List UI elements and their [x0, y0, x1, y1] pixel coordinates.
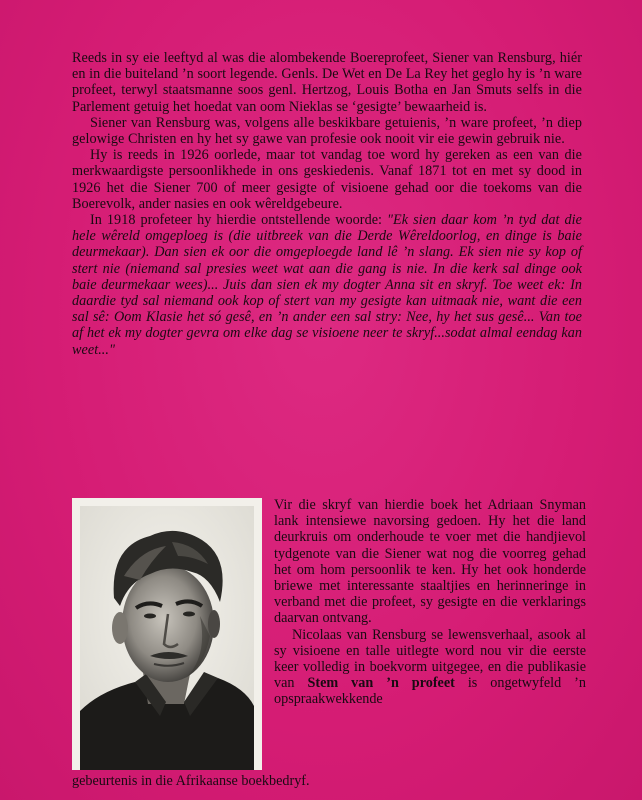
blurb-paragraph-3: Hy is reeds in 1926 oorlede, maar tot vandag toe word hy gereken as een van die merkwaardigste persoonlikhede in ons geskiedenis. Vanaf 1871 tot en met sy dood in 1926 het die Siener 700 of meer gesigte of visioene gehad oor die toekoms van die Boerevolk, ander nasies en ook wêreldgebeure.: [72, 147, 582, 212]
author-paragraph-1: Vir die skryf van hierdie boek het Adriaan Snyman lank intensiewe navorsing gedoen. Hy het die land deurkruis om onderhoude te voer met die handjievol tydgenote van die Siener wat nog die voorreg gehad het om hom persoonlik te ken. Hy het ook honderde briewe met interessante staaltjies en herinneringe in verband met die profeet, sy gesigte en die verklarings daarvan ontvang.: [274, 497, 586, 627]
prophecy-quote: "Ek sien daar kom ’n tyd dat die hele wêreld omgeploeg is (die uitbreek van die Derde Wêreldoorlog, en dinge is baie deurmekaar). Dan sien ek oor die omgeploegde land lê ’n slang. Ek sien nie sy kop of stert nie (niemand sal presies weet wat aan die gang is nie. In die kerk sal dinge ook baie deurmekaar wees)... Juis dan sien ek my dogter Anna sit en skryf. Toe weet ek: In daardie tyd sal niemand ook kop of stert van my gesigte kan uitmaak nie, want die een sal sê: Oom Klasie het só gesê, en ’n ander een sal stry: Nee, hy het sus gesê... Van toe af het ek my dogter gevra om elke dag se visioene neer te skryf...sodat almal eendag kan weet...": [72, 212, 582, 358]
author-portrait-image: [80, 506, 254, 770]
author-text: [274, 497, 586, 708]
blurb-text: [72, 50, 582, 358]
final-line: gebeurtenis in die Afrikaanse boekbedryf.: [72, 773, 310, 789]
blurb-paragraph-1: Reeds in sy eie leeftyd al was die alombekende Boereprofeet, Siener van Rensburg, hiér en in die buiteland ’n soort legende. Genls. De Wet en De La Rey het geglo hy is ’n ware profeet, terwyl staatsmanne soos genl. Hertzog, Louis Botha en Jan Smuts selfs in die Parlement getuig het hoedat van oom Nieklas se ‘gesigte’ bewaarheid is.: [72, 50, 582, 115]
book-title: Stem van ’n profeet: [307, 675, 455, 692]
prophecy-intro: In 1918 profeteer hy hierdie ontstellende woorde:: [90, 212, 388, 229]
author-paragraph-2-end: is ongetwyfeld ’n opspraakwekkende: [274, 675, 586, 708]
author-paragraph-2: [274, 627, 586, 708]
author-photo: [72, 498, 262, 770]
blurb-paragraph-4: [72, 212, 582, 358]
author-paragraph-2-start: Nicolaas van Rensburg se lewensverhaal, asook al sy visioene en talle uitlegte word nou vir die eerste keer volledig in boekvorm uitgegee, en die publikasie van: [274, 626, 586, 692]
blurb-paragraph-2: Siener van Rensburg was, volgens alle beskikbare getuienis, ’n ware profeet, ’n diep gelowige Christen en hy het sy gawe van profesie ook nooit vir eie gewin gebruik nie.: [72, 114, 582, 148]
